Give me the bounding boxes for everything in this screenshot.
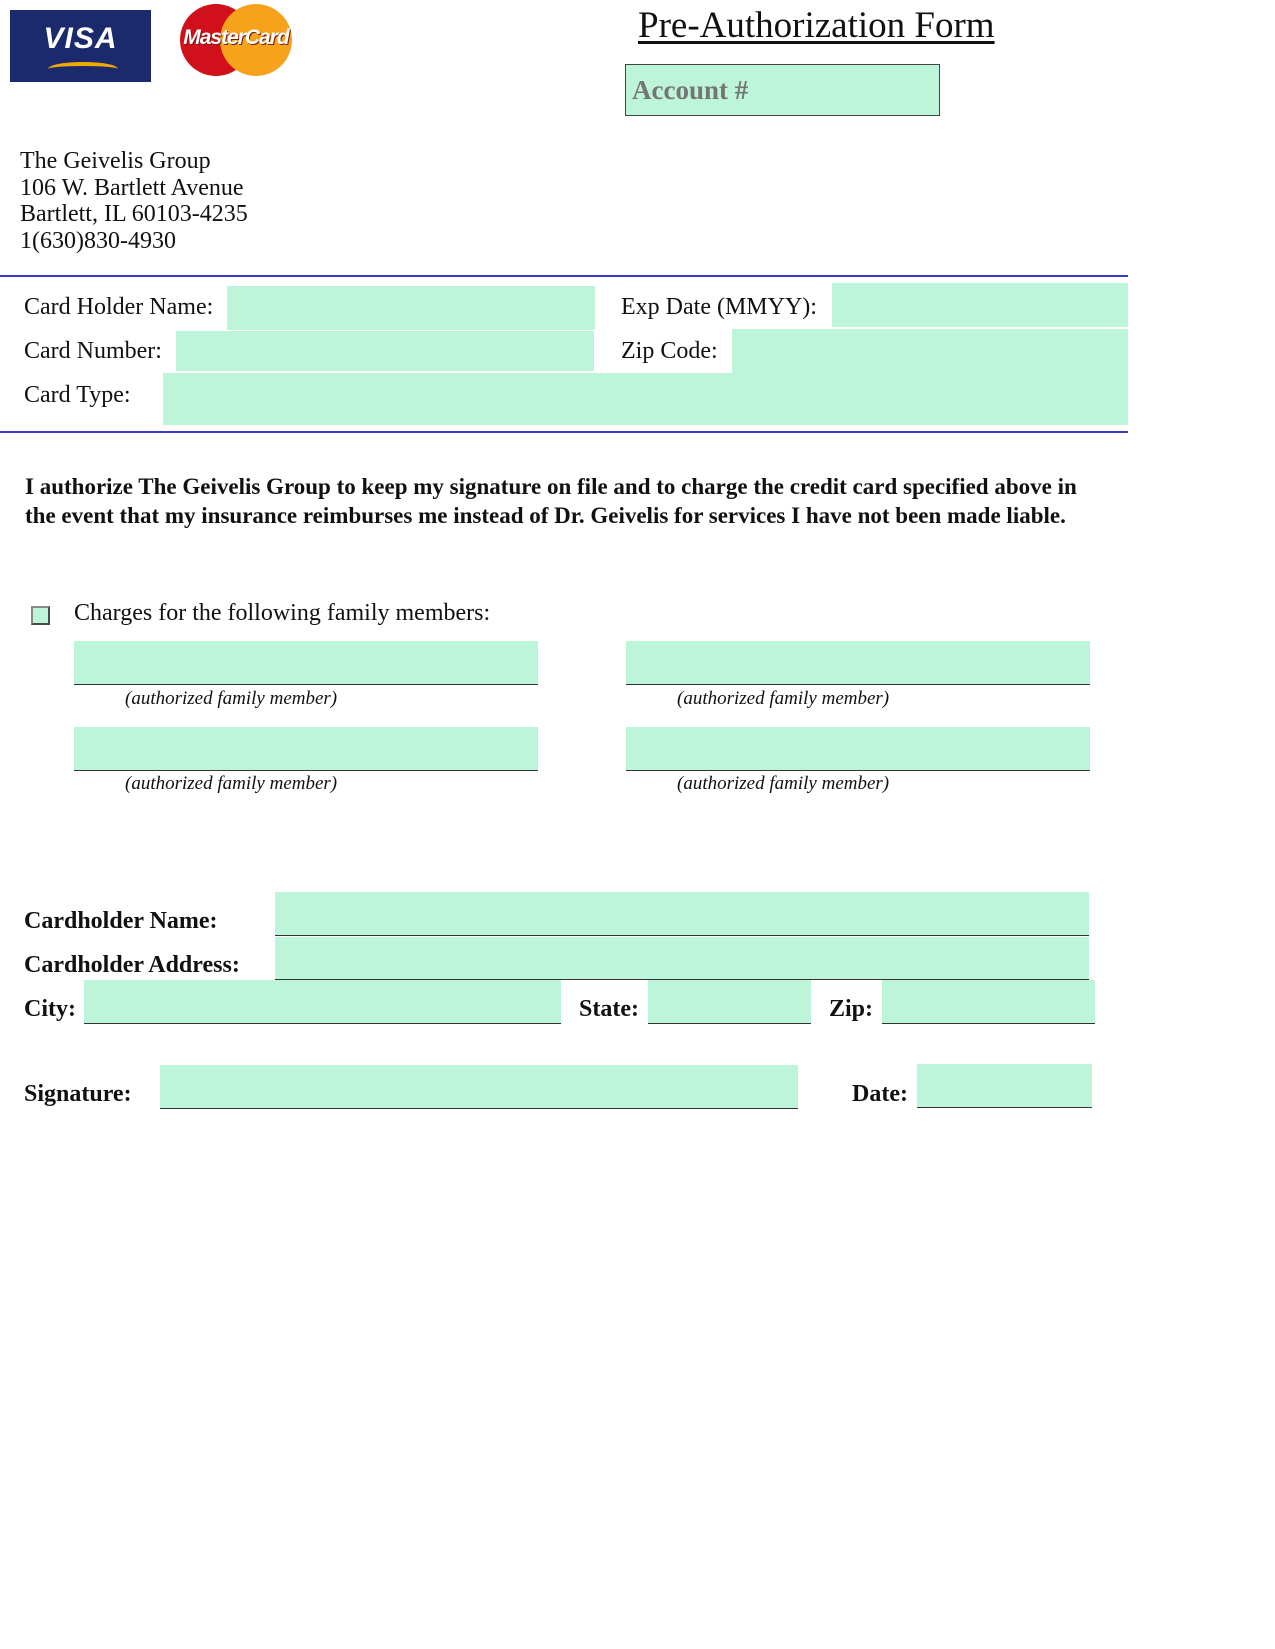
card-type-label: Card Type: xyxy=(24,382,131,408)
zip-code-label: Zip Code: xyxy=(621,338,718,364)
cardholder-name-label: Cardholder Name: xyxy=(24,908,218,934)
family-member-1-caption: (authorized family member) xyxy=(125,688,338,709)
visa-logo xyxy=(10,10,151,82)
card-number-label: Card Number: xyxy=(24,338,162,364)
office-street: 106 W. Bartlett Avenue xyxy=(20,174,244,201)
exp-date-label: Exp Date (MMYY): xyxy=(621,294,817,320)
account-number-field[interactable] xyxy=(625,64,940,116)
family-members-checkbox[interactable] xyxy=(31,606,50,625)
state-label: State: xyxy=(579,996,639,1022)
card-holder-name-label: Card Holder Name: xyxy=(24,294,214,320)
cardholder-name-field[interactable] xyxy=(275,892,1089,936)
office-city-state-zip: Bartlett, IL 60103-4235 xyxy=(20,201,248,227)
signature-label: Signature: xyxy=(24,1081,132,1107)
card-holder-name-field[interactable] xyxy=(227,286,595,330)
visa-swoosh-icon xyxy=(48,62,118,76)
office-address xyxy=(20,148,248,254)
cardholder-address-label: Cardholder Address: xyxy=(24,952,240,978)
cardholder-address-field[interactable] xyxy=(275,937,1089,980)
family-member-2-field[interactable] xyxy=(626,641,1090,685)
signature-field[interactable] xyxy=(160,1065,798,1109)
mastercard-logo xyxy=(180,4,292,76)
exp-date-field[interactable] xyxy=(832,283,1128,327)
family-member-1-field[interactable] xyxy=(74,641,538,685)
section-divider-top xyxy=(0,275,1128,277)
zip-field[interactable] xyxy=(882,980,1095,1024)
family-member-4-caption: (authorized family member) xyxy=(677,773,890,794)
city-field[interactable] xyxy=(84,980,561,1024)
card-number-field[interactable] xyxy=(176,331,594,371)
mastercard-logo-text: MasterCard xyxy=(183,26,289,49)
date-label: Date: xyxy=(852,1081,908,1107)
family-member-3-field[interactable] xyxy=(74,727,538,771)
zip-code-field[interactable] xyxy=(732,329,1128,373)
visa-logo-text: VISA xyxy=(43,22,118,55)
family-members-label: Charges for the following family members: xyxy=(74,600,491,626)
section-divider-bottom xyxy=(0,431,1128,433)
page-title: Pre-Authorization Form xyxy=(638,5,995,46)
family-member-2-caption: (authorized family member) xyxy=(677,688,890,709)
date-field[interactable] xyxy=(917,1064,1092,1108)
zip-label: Zip: xyxy=(829,996,874,1022)
family-member-3-caption: (authorized family member) xyxy=(125,773,338,794)
office-phone: 1(630)830-4930 xyxy=(20,227,176,254)
family-member-4-field[interactable] xyxy=(626,727,1090,771)
state-field[interactable] xyxy=(648,980,811,1024)
office-name: The Geivelis Group xyxy=(20,148,211,174)
card-type-field[interactable] xyxy=(163,373,1128,425)
city-label: City: xyxy=(24,996,76,1022)
authorization-statement: I authorize The Geivelis Group to keep my signature on file and to charge the credit card specified above in the event that my insurance reimburses me instead of Dr. Geivelis for services I have not been made liable. xyxy=(25,474,1077,528)
